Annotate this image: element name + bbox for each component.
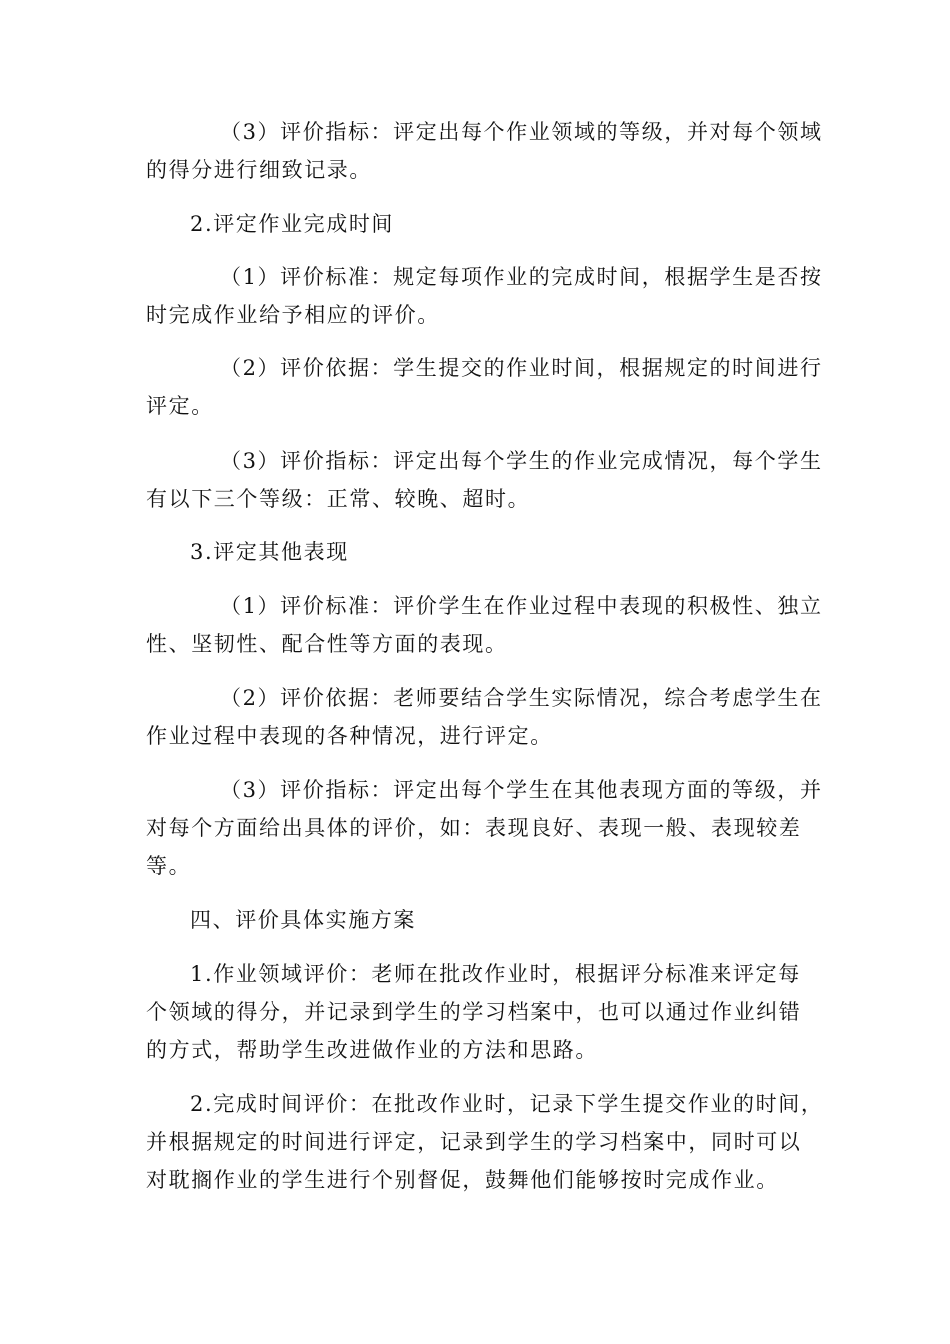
paragraph-line: （2）评价依据：老师要结合学生实际情况，综合考虑学生在 bbox=[220, 686, 823, 710]
section-heading: 2.评定作业完成时间 bbox=[190, 212, 395, 236]
paragraph-line: 时完成作业给予相应的评价。 bbox=[146, 303, 440, 327]
paragraph-line: （1）评价标准：规定每项作业的完成时间，根据学生是否按 bbox=[220, 265, 823, 289]
paragraph-line: 对每个方面给出具体的评价，如：表现良好、表现一般、表现较差 bbox=[146, 816, 802, 840]
paragraph-line: 评定。 bbox=[146, 394, 214, 418]
paragraph-line: 的方式，帮助学生改进做作业的方法和思路。 bbox=[146, 1038, 598, 1062]
paragraph-line: （3）评价指标：评定出每个学生的作业完成情况，每个学生 bbox=[220, 449, 823, 473]
paragraph-line: 2.完成时间评价：在批改作业时，记录下学生提交作业的时间， bbox=[190, 1092, 824, 1116]
section-heading: 四、评价具体实施方案 bbox=[190, 908, 416, 932]
paragraph-line: 作业过程中表现的各种情况，进行评定。 bbox=[146, 724, 553, 748]
paragraph-line: 1.作业领域评价：老师在批改作业时，根据评分标准来评定每 bbox=[190, 962, 801, 986]
section-heading: 3.评定其他表现 bbox=[190, 540, 349, 564]
paragraph-line: 对耽搁作业的学生进行个别督促，鼓舞他们能够按时完成作业。 bbox=[146, 1168, 779, 1192]
paragraph-line: 性、坚韧性、配合性等方面的表现。 bbox=[146, 632, 508, 656]
paragraph-line: （3）评价指标：评定出每个学生在其他表现方面的等级，并 bbox=[220, 778, 823, 802]
paragraph-line: （3）评价指标：评定出每个作业领域的等级，并对每个领域 bbox=[220, 120, 823, 144]
paragraph-line: 并根据规定的时间进行评定，记录到学生的学习档案中，同时可以 bbox=[146, 1130, 802, 1154]
paragraph-line: （2）评价依据：学生提交的作业时间，根据规定的时间进行 bbox=[220, 356, 823, 380]
paragraph-line: 的得分进行细致记录。 bbox=[146, 158, 372, 182]
paragraph-line: 等。 bbox=[146, 854, 192, 878]
paragraph-line: 个领域的得分，并记录到学生的学习档案中，也可以通过作业纠错 bbox=[146, 1000, 802, 1024]
paragraph-line: 有以下三个等级：正常、较晚、超时。 bbox=[146, 487, 531, 511]
paragraph-line: （1）评价标准：评价学生在作业过程中表现的积极性、独立 bbox=[220, 594, 823, 618]
